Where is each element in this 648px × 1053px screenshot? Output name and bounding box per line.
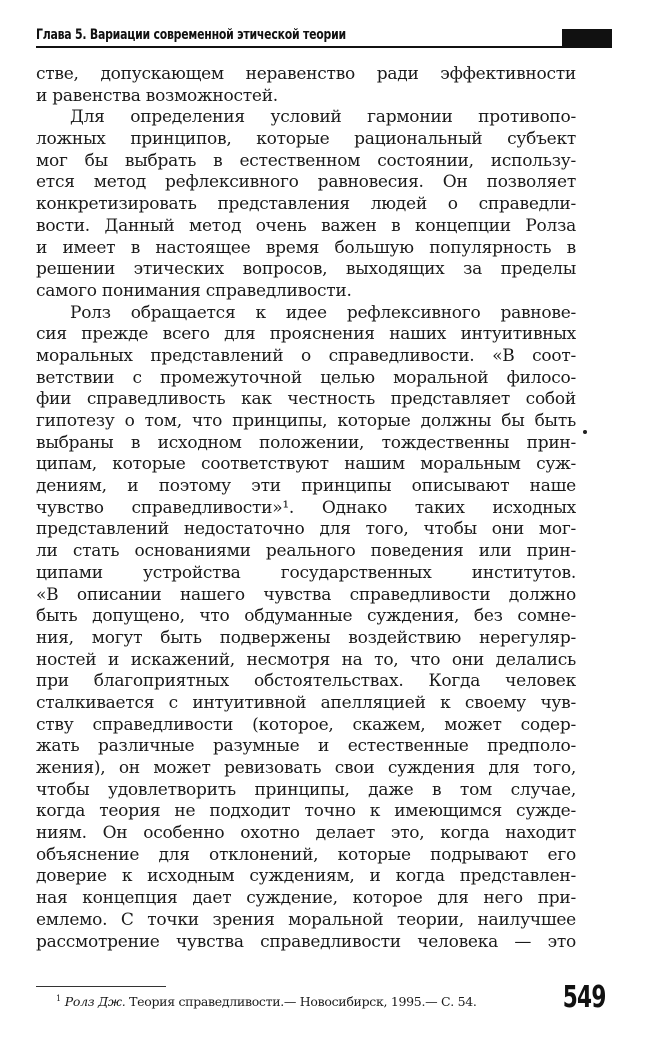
text-line: объяснение для отклонений, которые подрывают его (36, 844, 576, 865)
text-line: когда теория не подходит точно к имеющимся сужде- (36, 801, 576, 822)
print-speck (583, 430, 587, 434)
header-rule (36, 46, 612, 48)
text-line: быть допущено, что обдуманные суждения, без сомне- (36, 606, 576, 627)
text-line: мог бы выбрать в естественном состоянии, использу- (36, 150, 576, 171)
text-line: конкретизировать представления людей о справедли- (36, 194, 576, 215)
text-line: решении этических вопросов, выходящих за пределы (36, 259, 576, 280)
text-line: ния, могут быть подвержены воздействию нерегуляр- (36, 627, 576, 648)
running-head: Глава 5. Вариации современной этической теории (36, 27, 346, 43)
text-line: ли стать основаниями реального поведения или прин- (36, 541, 576, 562)
footnote-area (36, 986, 612, 1026)
text-line: гипотезу о том, что принципы, которые должны бы быть (36, 411, 576, 431)
text-line: «В описании нашего чувства справедливости должно (36, 584, 576, 605)
text-line: выбраны в исходном положении, тождественны прин- (36, 432, 576, 453)
footnote-author: Ролз Дж. (64, 994, 126, 1009)
page-header (36, 27, 612, 53)
footnote (56, 994, 477, 1009)
text-line: стве, допускающем неравенство ради эффективности (36, 64, 576, 84)
text-line: и имеет в настоящее время большую популярность в (36, 237, 576, 258)
text-line: чувство справедливости»¹. Однако таких исходных (36, 497, 576, 518)
text-line: ложных принципов, которые рациональный субъект (36, 129, 576, 150)
text-line: сталкивается с интуитивной апелляцией к своему чув- (36, 692, 576, 713)
header-black-block (562, 29, 612, 48)
footnote-rule (36, 986, 166, 987)
text-line: моральных представлений о справедливости. «В соот- (36, 345, 576, 366)
text-line: ется метод рефлексивного равновесия. Он позволяет (36, 172, 576, 193)
text-line: самого понимания справедливости. (36, 280, 352, 301)
footnote-marker: 1 (56, 994, 61, 1003)
text-line: ству справедливости (которое, скажем, может содер- (36, 714, 576, 735)
text-line: сия прежде всего для прояснения наших интуитивных (36, 324, 576, 345)
text-line: ная концепция дает суждение, которое для него при- (36, 888, 576, 909)
text-line: рассмотрение чувства справедливости человека — это (36, 931, 576, 952)
text-line: жать различные разумные и естественные предполо- (36, 736, 576, 757)
text-line: чтобы удовлетворить принципы, даже в том случае, (36, 779, 576, 800)
footnote-text: Теория справедливости.— Новосибирск, 1995.— С. 54. (125, 994, 477, 1009)
text-line: при благоприятных обстоятельствах. Когда человек (36, 671, 576, 692)
text-line: представлений недостаточно для того, чтобы они мог- (36, 519, 576, 540)
text-line: фии справедливость как честность представляет собой (36, 389, 576, 410)
text-line: ципами устройства государственных институтов. (36, 562, 576, 583)
text-line: жения), он может ревизовать свои суждения для того, (36, 758, 576, 778)
body-text (36, 64, 576, 953)
text-line: доверие к исходным суждениям, и когда представлен- (36, 866, 576, 887)
text-line: и равенства возможностей. (36, 85, 278, 106)
text-line: вости. Данный метод очень важен в концепции Ролза (36, 215, 576, 236)
text-line: Ролз обращается к идее рефлексивного равнове- (70, 302, 576, 323)
text-line: ветствии с промежуточной целью моральной филосо- (36, 367, 576, 388)
text-line: ципам, которые соответствуют нашим моральным суж- (36, 454, 576, 475)
text-line: ностей и искажений, несмотря на то, что они делались (36, 649, 576, 670)
text-line: ниям. Он особенно охотно делает это, когда находит (36, 823, 576, 844)
text-line: емлемо. С точки зрения моральной теории, наилучшее (36, 909, 576, 930)
text-line: Для определения условий гармонии противопо- (70, 107, 576, 128)
page-number: 549 (563, 980, 606, 1015)
text-line: дениям, и поэтому эти принципы описывают наше (36, 476, 576, 497)
